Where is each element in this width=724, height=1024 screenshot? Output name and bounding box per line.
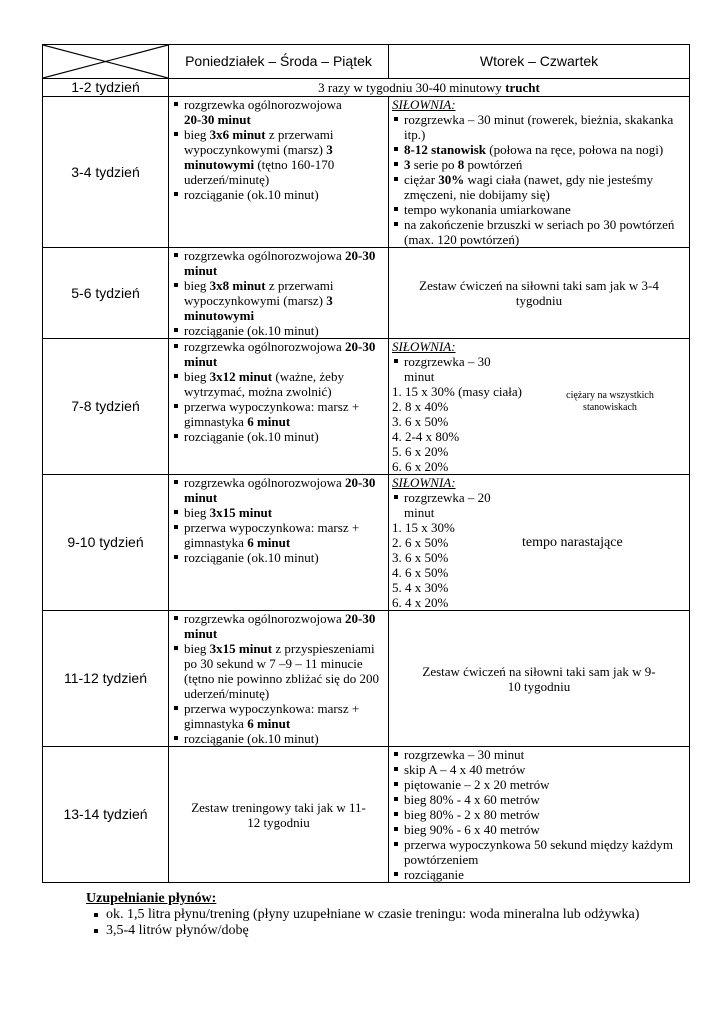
week-5-6-gym: Zestaw ćwiczeń na siłowni taki sam jak w 3-4 tygodniu xyxy=(389,248,690,339)
row-week-13-14 xyxy=(43,747,690,883)
week-9-10-running xyxy=(169,475,389,611)
list-item: 3 serie po 8 powtórzeń xyxy=(392,157,686,172)
list-item: rozgrzewka – 30 minut (rowerek, bieżnia, skakanka itp.) xyxy=(392,112,686,142)
week-13-14-running: Zestaw treningowy taki jak w 11-12 tygodniu xyxy=(169,747,389,883)
gym-note: ciężary na wszystkich stanowiskach xyxy=(566,389,654,413)
set-item: 2. 8 x 40% xyxy=(392,399,449,414)
list-item: bieg 3x6 minut z przerwami wypoczynkowymi (marsz) 3 minutowymi (tętno 160-170 uderzeń/minutę) xyxy=(172,127,385,187)
list-item: piętowanie – 2 x 20 metrów xyxy=(392,777,686,792)
fluids-section xyxy=(86,891,639,939)
set-item: 3. 6 x 50% xyxy=(392,414,449,429)
set-item: 5. 4 x 30% xyxy=(392,580,449,595)
week-11-12-gym: Zestaw ćwiczeń na siłowni taki sam jak w 9-10 tygodniu xyxy=(389,611,690,747)
header-row xyxy=(43,45,690,79)
list-item: bieg 3x15 minut xyxy=(172,505,385,520)
set-item: 6. 4 x 20% xyxy=(392,595,449,610)
list-item: bieg 80% - 2 x 80 metrów xyxy=(392,807,686,822)
plan-text: 3 razy w tygodniu 30-40 minutowy xyxy=(318,80,506,95)
header-mon-wed-fri: Poniedziałek – Środa – Piątek xyxy=(169,45,389,79)
list-item: 8-12 stanowisk (połowa na ręce, połowa na nogi) xyxy=(392,142,686,157)
week-label: 11-12 tydzień xyxy=(43,611,169,747)
list-item: bieg 3x12 minut (ważne, żeby wytrzymać, można zwolnić) xyxy=(172,369,385,399)
list-item: 3,5-4 litrów płynów/dobę xyxy=(86,923,639,939)
list-item: rozciąganie (ok.10 minut) xyxy=(172,429,385,444)
header-tue-thu: Wtorek – Czwartek xyxy=(389,45,690,79)
week-label: 3-4 tydzień xyxy=(43,97,169,248)
gym-note: tempo narastające xyxy=(522,535,623,550)
list-item: przerwa wypoczynkowa: marsz + gimnastyka 6 minut xyxy=(172,399,385,429)
gym-title: SIŁOWNIA: xyxy=(392,475,456,490)
week-9-10-gym xyxy=(389,475,690,611)
gym-title: SIŁOWNIA: xyxy=(392,339,456,354)
row-week-1-2 xyxy=(43,79,690,97)
week-13-14-drills xyxy=(389,747,690,883)
week-label: 7-8 tydzień xyxy=(43,339,169,475)
list-item: przerwa wypoczynkowa: marsz + gimnastyka 6 minut xyxy=(172,701,385,731)
set-item: 4. 2-4 x 80% xyxy=(392,429,460,444)
list-item: rozgrzewka ogólnorozwojowa 20-30 minut xyxy=(172,97,385,127)
diagonal-cross xyxy=(43,45,168,78)
list-item: bieg 90% - 6 x 40 metrów xyxy=(392,822,686,837)
list-item: rozciąganie (ok.10 minut) xyxy=(172,323,385,338)
list-item: bieg 80% - 4 x 60 metrów xyxy=(392,792,686,807)
set-item: 1. 15 x 30% (masy ciała) xyxy=(392,384,522,399)
row-week-3-4 xyxy=(43,97,690,248)
list-item: rozgrzewka – 30 minut xyxy=(392,747,686,762)
week-label: 5-6 tydzień xyxy=(43,248,169,339)
week-3-4-running xyxy=(169,97,389,248)
list-item: rozgrzewka – 20 minut xyxy=(392,490,522,520)
list-item: na zakończenie brzuszki w seriach po 30 powtórzeń (max. 120 powtórzeń) xyxy=(392,217,686,247)
list-item: bieg 3x8 minut z przerwami wypoczynkowymi (marsz) 3 minutowymi xyxy=(172,278,385,323)
list-item: ok. 1,5 litra płynu/trening (płyny uzupełniane w czasie treningu: woda mineralna lub odżywka) xyxy=(86,907,639,923)
list-item: rozgrzewka ogólnorozwojowa 20-30 minut xyxy=(172,339,385,369)
list-item: tempo wykonania umiarkowane xyxy=(392,202,686,217)
list-item: rozciąganie xyxy=(392,867,686,882)
row-week-9-10 xyxy=(43,475,690,611)
header-corner-cell xyxy=(43,45,169,79)
list-item: rozgrzewka ogólnorozwojowa 20-30 minut xyxy=(172,248,385,278)
list-item: rozciąganie (ok.10 minut) xyxy=(172,550,385,565)
list-item: rozciąganie (ok.10 minut) xyxy=(172,187,385,202)
row-week-7-8 xyxy=(43,339,690,475)
list-item: przerwa wypoczynkowa: marsz + gimnastyka 6 minut xyxy=(172,520,385,550)
fluids-title: Uzupełnianie płynów: xyxy=(86,891,217,906)
week-5-6-running xyxy=(169,248,389,339)
week-7-8-gym xyxy=(389,339,690,475)
week-11-12-running xyxy=(169,611,389,747)
week-7-8-running xyxy=(169,339,389,475)
set-item: 4. 6 x 50% xyxy=(392,565,449,580)
list-item: rozgrzewka – 30 minut xyxy=(392,354,522,384)
row-week-11-12 xyxy=(43,611,690,747)
week-label: 1-2 tydzień xyxy=(43,79,169,97)
set-item: 2. 6 x 50% xyxy=(392,535,449,550)
week-label: 9-10 tydzień xyxy=(43,475,169,611)
plan-text-bold: trucht xyxy=(505,80,540,95)
list-item: skip A – 4 x 40 metrów xyxy=(392,762,686,777)
training-plan-table xyxy=(42,44,690,883)
week-3-4-gym xyxy=(389,97,690,248)
gym-title: SIŁOWNIA: xyxy=(392,97,456,112)
list-item: bieg 3x15 minut z przyspieszeniami po 30 sekund w 7 –9 – 11 minucie (tętno nie powinno zbliżać się do 200 uderzeń/minutę) xyxy=(172,641,385,701)
list-item: rozciąganie (ok.10 minut) xyxy=(172,731,385,746)
week-1-2-plan xyxy=(169,79,690,97)
set-item: 1. 15 x 30% xyxy=(392,520,455,535)
week-label: 13-14 tydzień xyxy=(43,747,169,883)
list-item: przerwa wypoczynkowa 50 sekund między każdym powtórzeniem xyxy=(392,837,686,867)
set-item: 3. 6 x 50% xyxy=(392,550,449,565)
set-item: 6. 6 x 20% xyxy=(392,459,449,474)
list-item: rozgrzewka ogólnorozwojowa 20-30 minut xyxy=(172,611,385,641)
row-week-5-6 xyxy=(43,248,690,339)
list-item: ciężar 30% wagi ciała (nawet, gdy nie jesteśmy zmęczeni, nie dobijamy się) xyxy=(392,172,686,202)
set-item: 5. 6 x 20% xyxy=(392,444,449,459)
list-item: rozgrzewka ogólnorozwojowa 20-30 minut xyxy=(172,475,385,505)
